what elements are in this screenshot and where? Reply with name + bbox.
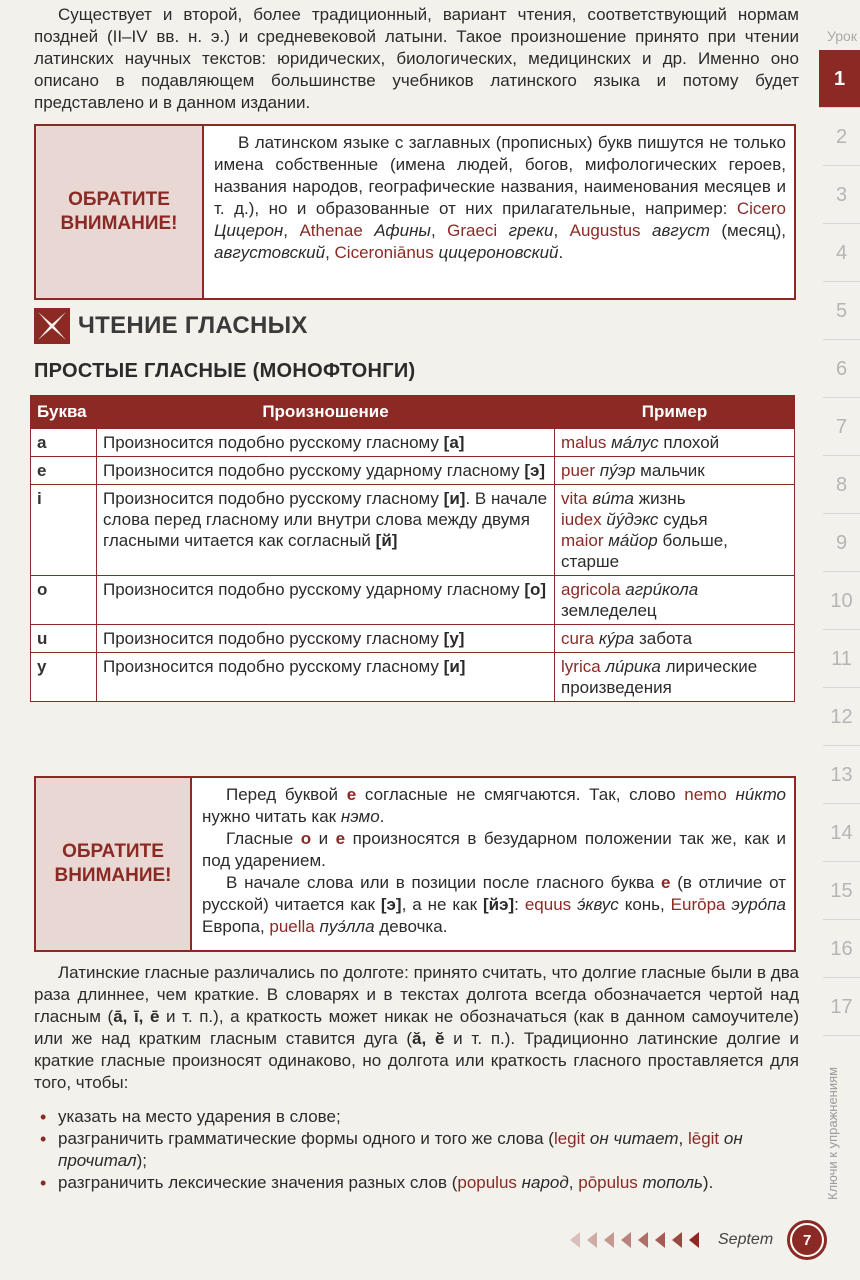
subsection-title: ПРОСТЫЕ ГЛАСНЫЕ (МОНОФТОНГИ) [34, 360, 416, 382]
arrows-ornament-icon [570, 1232, 706, 1248]
lesson-tabs [815, 0, 860, 1280]
note-box-capitals [34, 124, 796, 300]
tab-lesson-3[interactable]: 3 [823, 166, 860, 224]
table-row: i Произносится подобно русскому гласному [и]. В начале слова перед гласному или внутри слова между двумя гласными читается как согласный [й] vita вúта жизнь iudex йýдэкс судья maior мáйор больше, старше [31, 485, 795, 576]
table-row: y Произносится подобно русскому гласному [и] lyrica лúрика лирические произведения [31, 653, 795, 702]
tab-lesson-9[interactable]: 9 [823, 514, 860, 572]
tab-lesson-5[interactable]: 5 [823, 282, 860, 340]
tab-lesson-10[interactable]: 10 [823, 572, 860, 630]
vowels-table [30, 395, 795, 702]
list-item: • разграничить лексические значения разных слов (populus народ, pōpulus тополь). [34, 1172, 799, 1194]
tab-lesson-15[interactable]: 15 [823, 862, 860, 920]
list-item: • разграничить грамматические формы одного и того же слова (legit он читает, lēgit он прочитал); [34, 1128, 799, 1172]
page-number-word: Septem [718, 1231, 774, 1248]
table-row: o Произносится подобно русскому ударному гласному [о] agricola агрúкола земледелец [31, 576, 795, 625]
tab-lesson-1[interactable]: 1 [819, 50, 860, 108]
note-label: ОБРАТИТЕ ВНИМАНИЕ! [36, 126, 204, 298]
header-example: Пример [555, 396, 795, 429]
section-title: ЧТЕНИЕ ГЛАСНЫХ [78, 312, 308, 339]
tab-lesson-16[interactable]: 16 [823, 920, 860, 978]
list-item: • указать на место ударения в слове; [34, 1106, 799, 1128]
table-row: a Произносится подобно русскому гласному [а] malus мáлус плохой [31, 429, 795, 457]
table-header-row [31, 396, 795, 429]
note-label: ОБРАТИТЕ ВНИМАНИЕ! [36, 778, 192, 950]
tab-lesson-6[interactable]: 6 [823, 340, 860, 398]
page-number-badge: 7 [787, 1220, 827, 1260]
tab-keys[interactable]: Ключи к упражнениям [825, 1066, 840, 1200]
tab-lesson-7[interactable]: 7 [823, 398, 860, 456]
tab-lesson-4[interactable]: 4 [823, 224, 860, 282]
intro-paragraph: Существует и второй, более традиционный, вариант чтения, соответствующий нормам поздней (II–IV вв. н. э.) и средневековой латыни. Такое произношение принято при чтении латинских научных текстов: юридических, биологических, медицинских и др. Именно оно описано в подавляющем большинстве учебников латинского языка и потому будет представлено и в данном издании. [34, 5, 799, 112]
header-pronunciation: Произношение [97, 396, 555, 429]
tab-lesson-12[interactable]: 12 [823, 688, 860, 746]
section-heading [34, 308, 308, 344]
tab-lesson-14[interactable]: 14 [823, 804, 860, 862]
table-row: e Произносится подобно русскому ударному гласному [э] puer пýэр мальчик [31, 457, 795, 485]
table-row: u Произносится подобно русскому гласному [у] cura кýра забота [31, 625, 795, 653]
note-body: Перед буквой е согласные не смягчаются. Так, слово nemo нúкто нужно читать как нэмо. Гласные о и е произносятся в безударном положении так же, как и под ударением. В начале слова или в позиции после гласного буква е (в отличие от русской) читается как [э], а не как [йэ]: equus э́квус конь, Eurōpa эурóпа Европа, puella пуэ́лла девочка. [202, 785, 786, 936]
long-vowels-paragraph: Латинские гласные различались по долготе: принято считать, что долгие гласные были в два раза длиннее, чем краткие. В словарях и в текстах долгота всегда обозначается чертой над гласным (ā, ī, ē и т. п.), а краткость может никак не обозначаться (как в данном самоучителе) или же над кратким гласным ставится дуга (ă, ĕ и т. п.). Традиционно латинские долгие и краткие гласные произносят одинаково, но долгота или краткость гласного проставляется для того, чтобы: [34, 963, 800, 1092]
purpose-list [34, 1106, 799, 1194]
tab-lesson-17[interactable]: 17 [823, 978, 860, 1036]
cross-ornament-icon [34, 308, 70, 344]
page-footer [570, 1218, 827, 1262]
tab-lesson-11[interactable]: 11 [823, 630, 860, 688]
tab-lesson-13[interactable]: 13 [823, 746, 860, 804]
tab-lesson-8[interactable]: 8 [823, 456, 860, 514]
tabs-header: Урок [827, 28, 857, 44]
tab-lesson-2[interactable]: 2 [823, 108, 860, 166]
header-letter: Буква [31, 396, 97, 429]
note-body: В латинском языке с заглавных (прописных) букв пишутся не только имена собственные (имена людей, богов, мифологических героев, названия народов, географические названия, наименования месяцев и т. д.), но и образованные от них прилагательные, например: Cicero Цицерон, Athenae Афины, Graeci греки, Augustus август (месяц), августовский, Ciceroniānus цицероновский. [214, 133, 786, 262]
note-box-vowels [34, 776, 796, 952]
